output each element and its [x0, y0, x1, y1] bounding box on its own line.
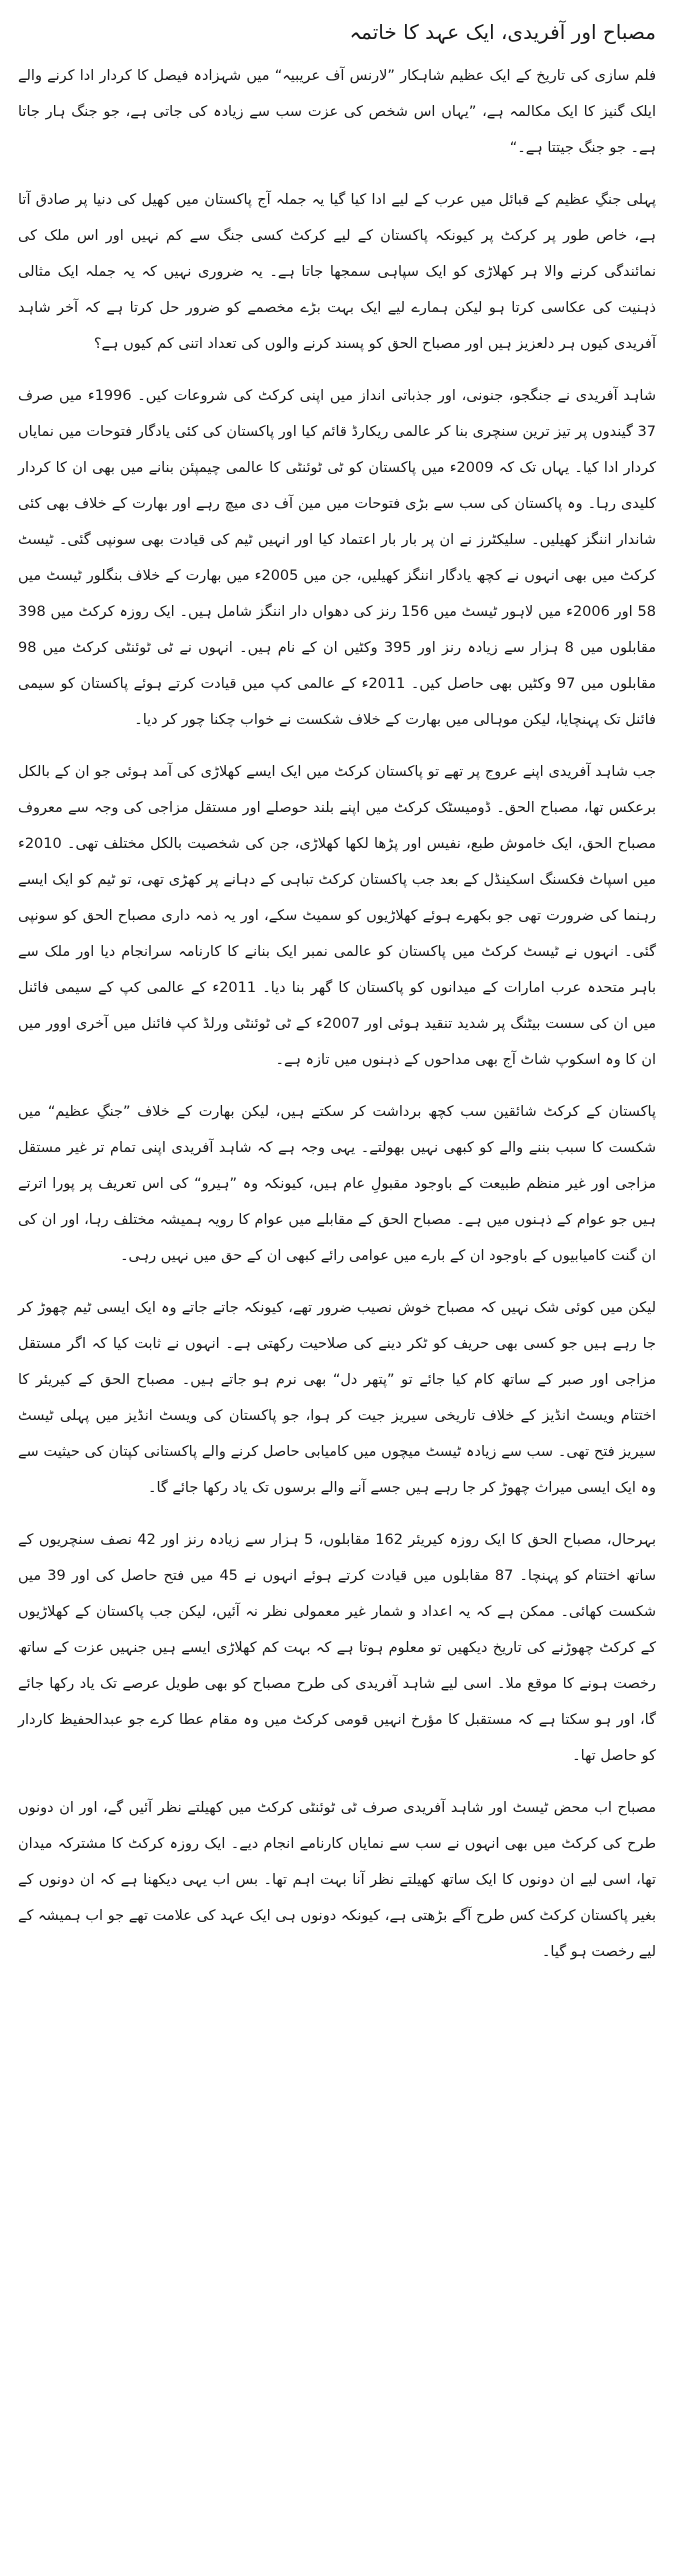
article-paragraph: مصباح اب محض ٹیسٹ اور شاہد آفریدی صرف ٹی ٹوئنٹی کرکٹ میں کھیلتے نظر آئیں گے، اور ان دونوں طرح کی کرکٹ میں بھی انہوں نے سب سے نمایاں کارنامے انجام دیے۔ ایک روزہ کرکٹ کا مشترکہ میدان تھا، اسی لیے ان دونوں کا ایک ساتھ کھیلتے نظر آنا بہت اہم تھا۔ بس اب یہی دیکھنا ہے کہ ان دونوں کے بغیر پاکستان کرکٹ کس طرح آگے بڑھتی ہے، کیونکہ دونوں ہی ایک عہد کی علامت تھے جو اب ہمیشہ کے لیے رخصت ہو گیا۔: [18, 1800, 656, 1960]
article-paragraph: جب شاہد آفریدی اپنے عروج پر تھے تو پاکستان کرکٹ میں ایک ایسے کھلاڑی کی آمد ہوئی جو ان کے بالکل برعکس تھا، مصباح الحق۔ ڈومیسٹک کرکٹ میں اپنے بلند حوصلے اور مستقل مزاجی کی وجہ سے معروف مصباح الحق، ایک خاموش طبع، نفیس اور پڑھا لکھا کھلاڑی، جن کی شخصیت بالکل مختلف تھی۔ 2010ء میں اسپاٹ فکسنگ اسکینڈل کے بعد جب پاکستان کرکٹ تباہی کے دہانے پر کھڑی تھی، تو ٹیم کو ایک ایسے رہنما کی ضرورت تھی جو بکھرے ہوئے کھلاڑیوں کو سمیٹ سکے، اور یہ ذمہ داری مصباح الحق کو سونپی گئی۔ انہوں نے ٹیسٹ کرکٹ میں پاکستان کو عالمی نمبر ایک بنانے کا کارنامہ سرانجام دیا اور ملک سے باہر متحدہ عرب امارات کے میدانوں کو پاکستان کا گھر بنا دیا۔ 2011ء کے عالمی کپ کے سیمی فائنل میں ان کی سست بیٹنگ پر شدید تنقید ہوئی اور 2007ء کے ٹی ٹوئنٹی ورلڈ کپ فائنل میں آخری اوور میں ان کا وہ اسکوپ شاٹ آج بھی مداحوں کے ذہنوں میں تازہ ہے۔: [18, 764, 657, 1068]
article-paragraph: لیکن میں کوئی شک نہیں کہ مصباح خوش نصیب ضرور تھے، کیونکہ جاتے جاتے وہ ایک ایسی ٹیم چھوڑ کر جا رہے ہیں جو کسی بھی حریف کو ٹکر دینے کی صلاحیت رکھتی ہے۔ انہوں نے ثابت کیا کہ اگر مستقل مزاجی اور صبر کے ساتھ کام کیا جائے تو ”پتھر دل“ بھی نرم ہو جاتے ہیں۔ مصباح الحق کے کیریئر کا اختتام ویسٹ انڈیز کے خلاف تاریخی سیریز جیت کر ہوا، جو پاکستان کی ویسٹ انڈیز میں پہلی ٹیسٹ سیریز فتح تھی۔ سب سے زیادہ ٹیسٹ میچوں میں کامیابی حاصل کرنے والے پاکستانی کپتان کی حیثیت سے وہ ایک ایسی میراث چھوڑ کر جا رہے ہیں جسے آنے والے برسوں تک یاد رکھا جائے گا۔: [18, 1300, 656, 1496]
article-paragraph: پہلی جنگِ عظیم کے قبائل میں عرب کے لیے ادا کیا گیا یہ جملہ آج پاکستان میں کھیل کی دنیا پر صادق آتا ہے، خاص طور پر کرکٹ پر کیونکہ پاکستان کے لیے کرکٹ کسی جنگ سے کم نہیں اور اس ملک کی نمائندگی کرنے والا ہر کھلاڑی کو ایک سپاہی سمجھا جاتا ہے۔ یہ ضروری نہیں کہ یہ جملہ ایک مثالی ذہنیت کی عکاسی کرتا ہو لیکن ہمارے لیے ایک بہت بڑے مخصمے کو ضرور حل کرتا ہے کہ آخر شاہد آفریدی کیوں ہر دلعزیز ہیں اور مصباح الحق کو پسند کرنے والوں کی تعداد اتنی کم کیوں ہے؟: [18, 192, 656, 352]
article-paragraph: بہرحال، مصباح الحق کا ایک روزہ کیریئر 162 مقابلوں، 5 ہزار سے زیادہ رنز اور 42 نصف سنچریوں کے ساتھ اختتام کو پہنچا۔ 87 مقابلوں میں قیادت کرتے ہوئے انہوں نے 45 میں فتح حاصل کی اور 39 میں شکست کھائی۔ ممکن ہے کہ یہ اعداد و شمار غیر معمولی نظر نہ آئیں، لیکن جب پاکستان کے کھلاڑیوں کے کرکٹ چھوڑنے کی تاریخ دیکھیں تو معلوم ہوتا ہے کہ بہت کم کھلاڑی ایسے ہیں جنہیں عزت کے ساتھ رخصت ہونے کا موقع ملا۔ اسی لیے شاہد آفریدی کی طرح مصباح کو بھی طویل عرصے تک یاد رکھا جائے گا، اور ہو سکتا ہے کہ مستقبل کا مؤرخ انہیں قومی کرکٹ میں وہ مقام عطا کرے جو عبدالحفیظ کاردار کو حاصل تھا۔: [18, 1532, 657, 1764]
article-title: مصباح اور آفریدی، ایک عہد کا خاتمہ: [349, 20, 656, 44]
article-paragraph: فلم سازی کی تاریخ کے ایک عظیم شاہکار ”لارنس آف عریبیہ“ میں شہزادہ فیصل کا کردار ادا کرنے والے ایلک گنیز کا ایک مکالمہ ہے، ”یہاں اس شخص کی عزت سب سے زیادہ کی جاتی ہے، جو جنگ ہار جاتا ہے۔ جو جنگ جیتتا ہے۔“: [18, 68, 656, 156]
article-paragraph: پاکستان کے کرکٹ شائقین سب کچھ برداشت کر سکتے ہیں، لیکن بھارت کے خلاف ”جنگِ عظیم“ میں شکست کا سبب بننے والے کو کبھی نہیں بھولتے۔ یہی وجہ ہے کہ شاہد آفریدی اپنی تمام تر غیر مستقل مزاجی اور غیر منظم طبیعت کے باوجود مقبولِ عام ہیں، کیونکہ وہ ”ہیرو“ کی اس تعریف پر پورا اترتے ہیں جو عوام کے ذہنوں میں ہے۔ مصباح الحق کے مقابلے میں عوام کا رویہ ہمیشہ مختلف رہا، اور ان کی ان گنت کامیابیوں کے باوجود ان کے بارے میں عوامی رائے کبھی ان کے حق میں نہیں رہی۔: [18, 1104, 656, 1264]
article-paragraph: شاہد آفریدی نے جنگجو، جنونی، اور جذباتی انداز میں اپنی کرکٹ کی شروعات کیں۔ 1996ء میں صرف 37 گیندوں پر تیز ترین سنچری بنا کر عالمی ریکارڈ قائم کیا اور پاکستان کی کئی یادگار فتوحات میں نمایاں کردار ادا کیا۔ یہاں تک کہ 2009ء میں پاکستان کو ٹی ٹوئنٹی کا عالمی چیمپئن بنانے میں بھی ان کا کردار کلیدی رہا۔ وہ پاکستان کی سب سے بڑی فتوحات میں مین آف دی میچ رہے اور بھارت کے خلاف بھی کئی شاندار اننگز کھیلیں۔ سلیکٹرز نے ان پر بار بار اعتماد کیا اور انہیں ٹیم کی قیادت بھی سونپی گئی۔ ٹیسٹ کرکٹ میں بھی انہوں نے کچھ یادگار اننگز کھیلیں، جن میں 2005ء میں بھارت کے خلاف بنگلور ٹیسٹ میں 58 اور 2006ء میں لاہور ٹیسٹ میں 156 رنز کی دھواں دار اننگز شامل ہیں۔ ایک روزہ کرکٹ میں 398 مقابلوں میں 8 ہزار سے زیادہ رنز اور 395 وکٹیں ان کے نام ہیں۔ انہوں نے ٹی ٹوئنٹی کرکٹ میں 98 مقابلوں میں 97 وکٹیں بھی حاصل کیں۔ 2011ء کے عالمی کپ میں قیادت کرتے ہوئے پاکستان کو سیمی فائنل تک پہنچایا، لیکن موہالی میں بھارت کے خلاف شکست نے خواب چکنا چور کر دیا۔: [18, 388, 657, 728]
